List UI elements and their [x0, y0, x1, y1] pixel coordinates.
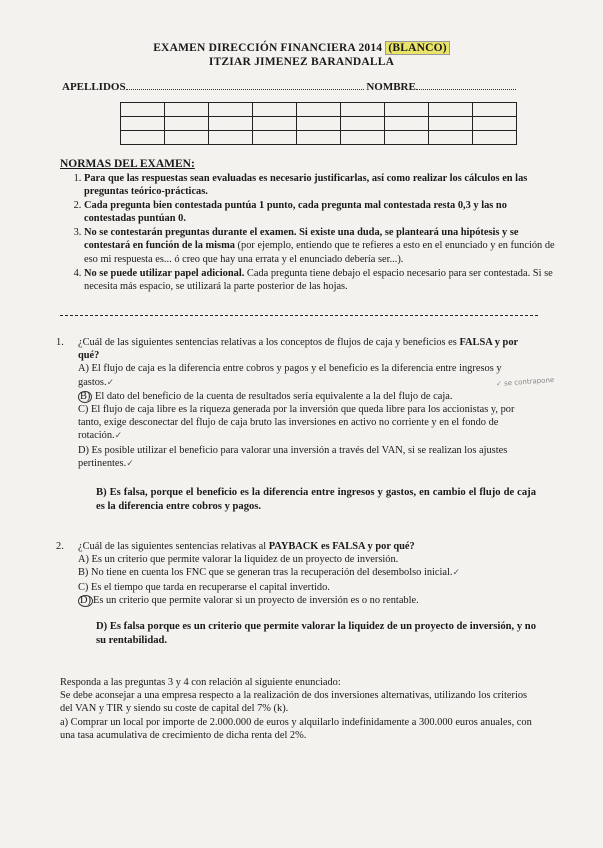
exam-title-main: EXAMEN DIRECCIÓN FINANCIERA 2014	[153, 42, 383, 54]
question-number: 1.	[56, 337, 64, 348]
option-b: B) No tiene en cuenta los FNC que se generan tras la recuperación del desembolso inicial.✓	[78, 567, 461, 579]
exam-title-tag: (BLANCO)	[385, 41, 449, 55]
question-stem: ¿Cuál de las siguientes sentencias relativas al PAYBACK es FALSA y por qué?	[78, 541, 415, 552]
question-stem: ¿Cuál de las siguientes sentencias relativas a los conceptos de flujos de caja y beneficios es FALSA y por qué?	[78, 337, 518, 362]
question-2	[56, 540, 536, 607]
option-c: C) El flujo de caja libre es la riqueza generada por la inversión que queda libre para los accionistas y, por tanto, exige desconectar del flujo de caja bruto las inversiones en activo no corriente y en el fondo de rotación.✓	[78, 404, 515, 442]
circled-option-b: B)	[80, 390, 91, 402]
question-1	[56, 336, 536, 471]
apellidos-label: APELLIDOS	[62, 81, 126, 93]
option-a: A) Es un criterio que permite valorar la liquidez de un proyecto de inversión.	[78, 554, 399, 566]
apellidos-field[interactable]	[126, 80, 364, 90]
section-separator	[60, 315, 538, 316]
statement-intro: Responda a las preguntas 3 y 4 con relación al siguiente enunciado:	[60, 677, 341, 688]
option-a: A) El flujo de caja es la diferencia entre cobros y pagos y el beneficio es la diferencia entre ingresos y gastos.✓	[78, 363, 502, 388]
problem-statement	[60, 676, 538, 742]
normas-list	[62, 172, 558, 294]
check-mark-icon: ✓	[114, 431, 123, 442]
question-number: 2.	[56, 541, 64, 552]
normas-title: NORMAS DEL EXAMEN:	[60, 158, 195, 170]
check-mark-icon: ✓	[452, 568, 461, 579]
rule-item: 2. Cada pregunta bien contestada puntúa 1 punto, cada pregunta mal contestada resta 0,3 y las no contestadas puntúan 0.	[84, 199, 558, 226]
exam-title	[0, 42, 603, 54]
check-mark-icon: ✓	[126, 458, 134, 469]
option-b: B) El dato del beneficio de la cuenta de resultados sería equivalente a la del flujo de caja.	[80, 390, 453, 402]
statement-option-a: a) Comprar un local por importe de 2.000.000 de euros y alquilarlo indefinidamente a 300.000 euros anuales, con una tasa acumulativa de crecimiento de dicha renta del 2%.	[60, 716, 532, 741]
rule-item: 3. No se contestarán preguntas durante el examen. Si existe una duda, se planteará una hipótesis y se contestará en función de la misma (por ejemplo, entiendo que te refieres a esto en el enunciado y en función de eso mi respuesta es... ó creo que hay una errata y el enunciado debería ser...).	[84, 226, 558, 266]
answer-1: B) Es falsa, porque el beneficio es la diferencia entre ingresos y gastos, en cambio el flujo de caja es la diferencia entre cobros y pagos.	[96, 487, 536, 512]
circled-option-d: D)	[80, 594, 91, 606]
nombre-field[interactable]	[416, 80, 516, 90]
nombre-label: NOMBRE	[366, 81, 416, 93]
option-c: C) Es el tiempo que tarda en recuperarse el capital invertido.	[78, 581, 330, 593]
exam-subtitle: ITZIAR JIMENEZ BARANDALLA	[208, 56, 395, 68]
option-d: D) Es un criterio que permite valorar si un proyecto de inversión es o no rentable.	[80, 594, 419, 606]
score-grid	[120, 102, 517, 145]
answer-2: D) Es falsa porque es un criterio que permite valorar la liquidez de un proyecto de inversión, y no su rentabilidad.	[96, 621, 536, 646]
rule-item: 1. Para que las respuestas sean evaluadas es necesario justificarlas, así como realizar los cálculos en las preguntas teórico-prácticas.	[84, 172, 558, 199]
statement-context: Se debe aconsejar a una empresa respecto a la realización de dos inversiones alternativas, utilizando los criterios del VAN y TIR y siendo su coste de capital del 7% (k).	[60, 690, 528, 715]
student-name-row	[62, 80, 532, 93]
option-d: D) Es posible utilizar el beneficio para valorar una inversión a través del VAN, si se realizan los ajustes pertinentes.✓	[78, 444, 508, 469]
handwritten-margin-note: ✓ se contrapone	[495, 375, 555, 389]
check-mark-icon: ✓	[106, 377, 115, 388]
rule-item: 4. No se puede utilizar papel adicional. Cada pregunta tiene debajo el espacio necesario para ser contestada. Si se necesita más espacio, se utilizará la parte posterior de las hojas.	[84, 267, 558, 294]
